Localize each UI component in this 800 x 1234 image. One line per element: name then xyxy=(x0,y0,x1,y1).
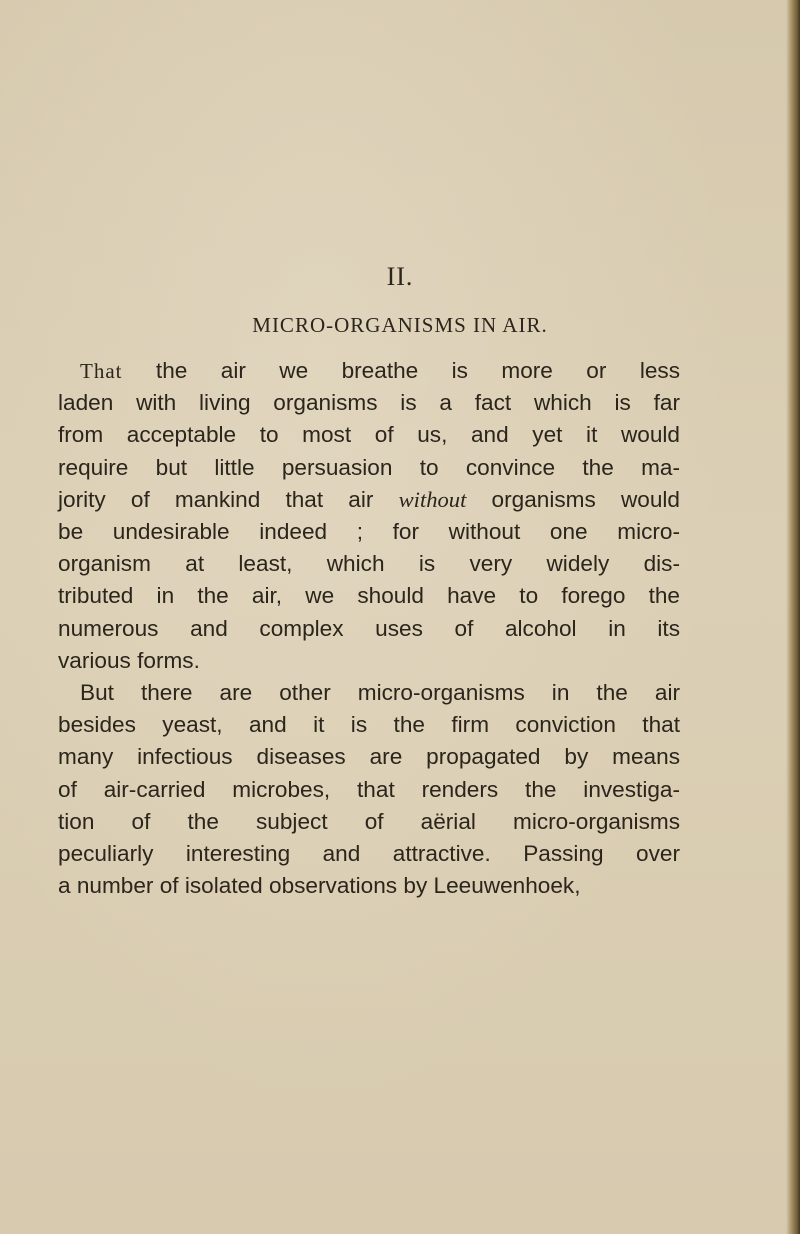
chapter-number: II. xyxy=(386,262,414,291)
text-line: But there are other micro-organisms in the air xyxy=(80,680,680,706)
text-line: peculiarly interesting and attractive. Passing over xyxy=(58,841,680,867)
text-line: besides yeast, and it is the firm conviction that xyxy=(58,712,680,738)
line-text: jority of mankind that air xyxy=(58,486,399,512)
line-text: organisms would xyxy=(466,486,680,512)
text-line: organism at least, which is very widely dis- xyxy=(58,551,680,577)
text-line: tion of the subject of aërial micro-organisms xyxy=(58,808,680,834)
text-line xyxy=(58,355,680,387)
text-line: tributed in the air, we should have to forego the xyxy=(58,583,680,609)
text-line xyxy=(58,484,680,516)
emphasis-text: without xyxy=(398,486,467,512)
lead-word: That xyxy=(80,359,123,383)
text-line: of air-carried microbes, that renders the investiga- xyxy=(58,776,680,802)
page-edge-shadow xyxy=(786,0,800,1234)
text-line: laden with living organisms is a fact which is far xyxy=(58,390,680,416)
text-line: from acceptable to most of us, and yet it would xyxy=(58,422,680,448)
text-line: various forms. xyxy=(58,647,200,673)
text-line: require but little persuasion to convince the ma- xyxy=(58,454,680,480)
body-text xyxy=(58,355,680,902)
chapter-title: MICRO-ORGANISMS IN AIR. xyxy=(252,313,548,337)
line-text: the air we breathe is more or less xyxy=(122,358,680,383)
text-line: many infectious diseases are propagated by means xyxy=(58,744,680,770)
text-line: a number of isolated observations by Leeuwenhoek, xyxy=(58,873,581,899)
text-line: numerous and complex uses of alcohol in its xyxy=(58,615,680,641)
text-line: be undesirable indeed ; for without one micro- xyxy=(58,519,680,545)
